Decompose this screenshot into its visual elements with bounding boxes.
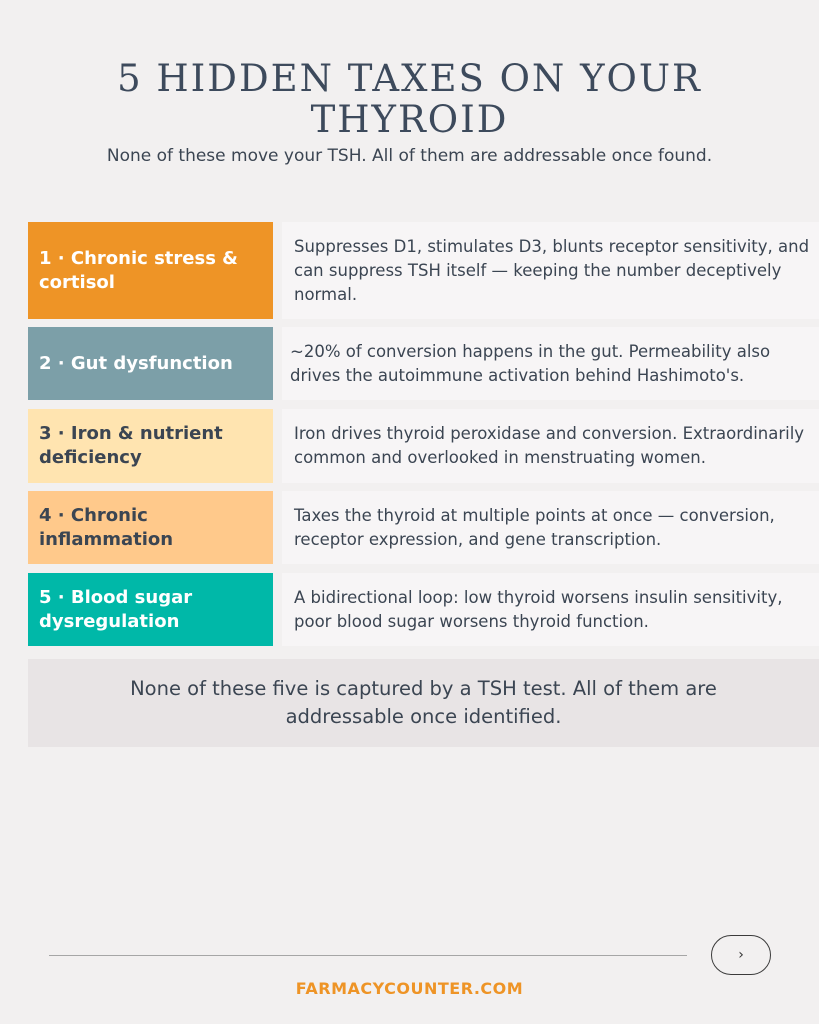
- footer-divider: [49, 955, 687, 956]
- tax-row-4: [28, 491, 819, 564]
- title-line-2: THYROID: [310, 98, 509, 141]
- tax-row-5: [28, 573, 819, 646]
- summary-box: None of these five is captured by a TSH test. All of them are addressable once identified.: [28, 659, 819, 747]
- next-slide-button[interactable]: [711, 935, 771, 975]
- tax-label: 5 · Blood sugar dysregulation: [28, 573, 273, 646]
- tax-label: 1 · Chronic stress & cortisol: [28, 222, 273, 319]
- brand-footer[interactable]: FARMACYCOUNTER.COM: [295, 979, 524, 998]
- tax-row-1: [28, 222, 819, 319]
- tax-description: Taxes the thyroid at multiple points at once — conversion, receptor expression, and gene transcription.: [282, 491, 819, 564]
- tax-label: 4 · Chronic inflammation: [28, 491, 273, 564]
- tax-label: 3 · Iron & nutrient deficiency: [28, 409, 273, 483]
- tax-label: 2 · Gut dysfunction: [28, 327, 273, 400]
- page-subtitle: None of these move your TSH. All of them are addressable once found.: [106, 146, 713, 166]
- title-line-1: 5 HIDDEN TAXES ON YOUR: [117, 57, 702, 100]
- tax-description: Iron drives thyroid peroxidase and conversion. Extraordinarily common and overlooked in menstruating women.: [282, 409, 819, 483]
- tax-description: Suppresses D1, stimulates D3, blunts receptor sensitivity, and can suppress TSH itself — keeping the number deceptively normal.: [282, 222, 819, 319]
- tax-description: A bidirectional loop: low thyroid worsens insulin sensitivity, poor blood sugar worsens thyroid function.: [282, 573, 819, 646]
- chevron-right-icon: ›: [738, 947, 744, 963]
- page-title: [0, 58, 819, 140]
- tax-description: ~20% of conversion happens in the gut. Permeability also drives the autoimmune activation behind Hashimoto's.: [282, 327, 819, 400]
- tax-row-2: [28, 327, 819, 400]
- tax-row-3: [28, 409, 819, 483]
